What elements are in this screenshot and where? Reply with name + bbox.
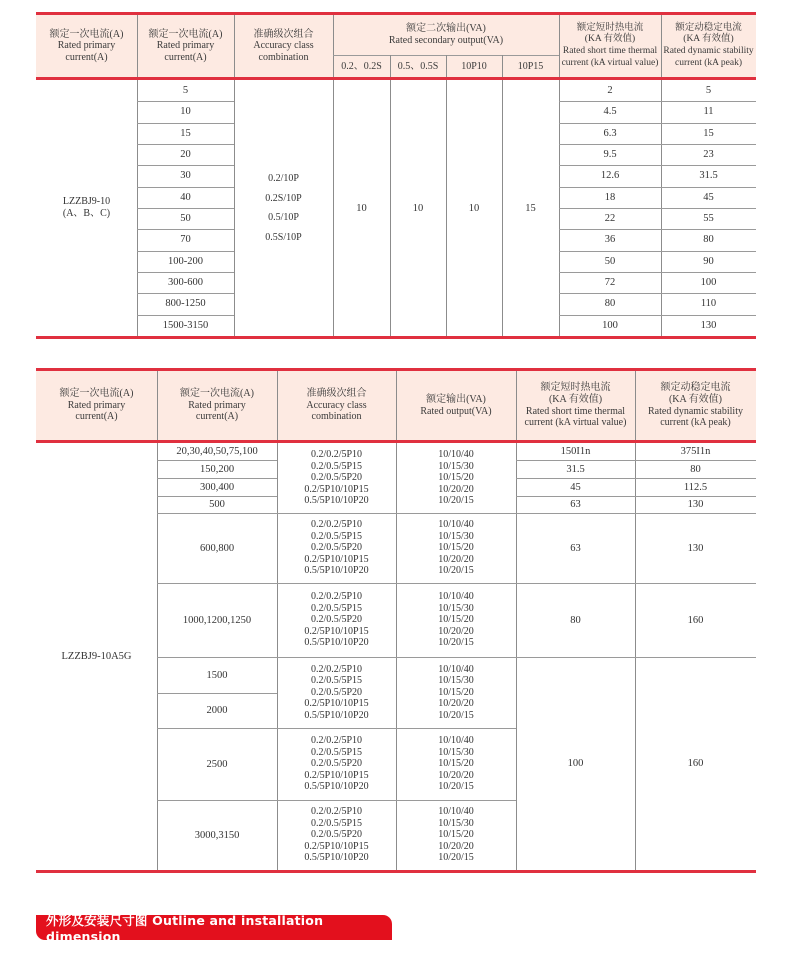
divider — [559, 187, 756, 188]
t1-row-dynamic: 11 — [703, 106, 714, 118]
t2-g2-current: 600,800 — [199, 542, 235, 554]
t1-output-10p15: 15 — [525, 202, 536, 214]
t2-model: LZZBJ9-10A5G — [61, 651, 132, 662]
t1-row-dynamic: 130 — [700, 319, 717, 331]
t1-row-dynamic: 15 — [703, 127, 714, 139]
t1-header-secondary-output: 额定二次输出(VA) Rated secondary output(VA) — [388, 23, 504, 46]
t2-g456-dynamic: 160 — [687, 758, 704, 769]
t2-g4-output: 10/10/40 10/15/30 10/15/20 10/20/20 10/20/15 — [438, 663, 474, 721]
divider — [277, 371, 278, 440]
t1-row-current: 40 — [180, 191, 191, 203]
t1-row-current: 5 — [182, 85, 189, 97]
t2-g2-output: 10/10/40 10/15/30 10/15/20 10/20/20 10/20/15 — [438, 519, 474, 577]
section-banner-outline-dimension: 外形及安装尺寸图 Outline and installation dimension — [36, 915, 392, 940]
t2-g1-current-3: 300,400 — [199, 481, 235, 493]
t1-row-current: 300-600 — [168, 277, 203, 289]
t2-g1-current-2: 150,200 — [199, 463, 235, 475]
t2-g3-dynamic: 160 — [687, 614, 704, 626]
divider — [137, 272, 234, 273]
t1-row-current: 10 — [180, 106, 191, 118]
t1-output-05: 10 — [412, 202, 424, 214]
t2-g1-current-4: 500 — [209, 499, 225, 510]
t1-row-current: 800-1250 — [165, 298, 206, 310]
t1-row-current: 20 — [180, 149, 191, 161]
divider — [559, 101, 756, 102]
spec-table-2 — [36, 368, 756, 874]
divider — [559, 165, 756, 166]
t2-header-rated-output: 额定输出(VA) Rated output(VA) — [420, 393, 492, 417]
t2-g456-thermal: 100 — [567, 758, 584, 769]
t1-header-sub-05: 0.5、0.5S — [397, 60, 439, 72]
t2-g4-current-1500: 1500 — [206, 669, 228, 681]
t1-row-thermal: 100 — [602, 319, 618, 331]
divider — [234, 15, 235, 77]
t1-row-thermal: 72 — [604, 277, 616, 289]
t2-header-dynamic-current: 额定动稳定电流 (KA 有效值) Rated dynamic stability current (kA peak) — [648, 382, 743, 429]
t1-row-thermal: 22 — [604, 213, 616, 225]
divider — [137, 144, 234, 145]
t1-header-sub-10p10: 10P10 — [461, 60, 487, 72]
t2-g6-accuracy: 0.2/0.2/5P10 0.2/0.5/5P15 0.2/0.5/5P20 0.2/5P10/10P15 0.5/5P10/10P20 — [304, 806, 369, 864]
divider — [446, 55, 447, 77]
divider — [396, 371, 397, 440]
divider — [333, 15, 334, 77]
t2-g2-thermal: 63 — [570, 542, 581, 554]
t2-g1-thermal-4: 63 — [570, 499, 581, 510]
t1-output-02: 10 — [356, 202, 367, 214]
divider — [137, 229, 234, 230]
divider — [559, 144, 756, 145]
t2-g3-accuracy: 0.2/0.2/5P10 0.2/0.5/5P15 0.2/0.5/5P20 0.2/5P10/10P15 0.5/5P10/10P20 — [304, 591, 369, 649]
t2-g1-accuracy: 0.2/0.2/5P10 0.2/0.5/5P15 0.2/0.5/5P20 0.2/5P10/10P15 0.5/5P10/10P20 — [304, 449, 369, 507]
t2-g6-output: 10/10/40 10/15/30 10/15/20 10/20/20 10/20/15 — [438, 806, 474, 864]
t2-g1-dynamic-4: 130 — [687, 499, 704, 510]
t1-header-dynamic-current: 额定动稳定电流 (KA 有效值) Rated dynamic stability current (kA peak) — [663, 22, 754, 68]
t1-row-thermal: 50 — [604, 255, 616, 267]
t1-row-dynamic: 45 — [703, 191, 714, 203]
t1-accuracy-combination: 0.2/10P 0.2S/10P 0.5/10P 0.5S/10P — [265, 173, 302, 243]
t1-header-primary-current-2: 额定一次电流(A) Rated primary current(A) — [148, 28, 223, 63]
divider — [137, 15, 138, 77]
t1-header-sub-02: 0.2、0.2S — [341, 60, 382, 72]
t2-g3-current: 1000,1200,1250 — [182, 614, 252, 626]
t2-g1-current-1: 20,30,40,50,75,100 — [176, 446, 258, 457]
t1-row-dynamic: 23 — [703, 149, 714, 161]
t2-g4-current-2000: 2000 — [206, 705, 228, 716]
t2-g1-thermal-3: 45 — [570, 481, 581, 493]
t1-row-thermal: 80 — [604, 298, 616, 310]
divider — [390, 55, 391, 77]
t2-header-accuracy-class: 准确级次组合 Accuracy class combination — [306, 388, 367, 423]
t1-row-dynamic: 80 — [703, 234, 714, 246]
t1-row-dynamic: 110 — [700, 298, 717, 310]
divider — [516, 371, 517, 440]
t1-row-current: 100-200 — [168, 255, 203, 267]
t1-row-thermal: 36 — [604, 234, 616, 246]
t2-g1-dynamic-1: 375I1n — [680, 446, 711, 457]
table1-bottom-rule — [36, 336, 756, 339]
t1-header-primary-current: 额定一次电流(A) Rated primary current(A) — [49, 28, 124, 63]
t2-header-primary-current: 额定一次电流(A) Rated primary current(A) — [59, 388, 134, 423]
t2-g5-current: 2500 — [206, 758, 228, 770]
t1-row-current: 15 — [180, 127, 191, 139]
t1-row-dynamic: 100 — [700, 277, 717, 289]
divider — [137, 123, 234, 124]
t1-row-current: 1500-3150 — [162, 319, 209, 331]
t1-header-sub-10p15: 10P15 — [517, 60, 544, 72]
t2-g4-accuracy: 0.2/0.2/5P10 0.2/0.5/5P15 0.2/0.5/5P20 0.2/5P10/10P15 0.5/5P10/10P20 — [304, 663, 369, 721]
t1-row-dynamic: 90 — [703, 255, 714, 267]
t2-g1-dynamic-3: 112.5 — [683, 481, 708, 493]
t1-row-dynamic: 55 — [703, 213, 714, 225]
t1-row-current: 70 — [180, 234, 191, 246]
t1-row-thermal: 2 — [607, 85, 613, 97]
t2-g1-thermal-1: 150I1n — [560, 446, 591, 457]
t2-g5-output: 10/10/40 10/15/30 10/15/20 10/20/20 10/20/15 — [438, 735, 474, 793]
divider — [137, 315, 234, 316]
table2-bottom-rule — [36, 870, 756, 873]
divider — [137, 101, 234, 102]
t1-row-current: 30 — [180, 170, 191, 182]
t1-output-10p10: 10 — [468, 202, 480, 214]
t1-row-thermal: 9.5 — [603, 149, 617, 161]
t1-row-thermal: 12.6 — [600, 170, 620, 182]
t2-g2-accuracy: 0.2/0.2/5P10 0.2/0.5/5P15 0.2/0.5/5P20 0.2/5P10/10P15 0.5/5P10/10P20 — [304, 519, 369, 577]
divider — [559, 293, 756, 294]
divider — [157, 371, 158, 440]
t2-g1-output: 10/10/40 10/15/30 10/15/20 10/20/20 10/20/15 — [438, 449, 474, 507]
divider — [559, 123, 756, 124]
t2-g1-thermal-2: 31.5 — [566, 463, 585, 475]
t2-g1-dynamic-2: 80 — [690, 463, 701, 475]
t1-row-dynamic: 31.5 — [699, 170, 718, 182]
t2-header-thermal-current: 额定短时热电流 (KA 有效值) Rated short time thermal current (kA virtual value) — [524, 382, 627, 429]
divider — [559, 251, 756, 252]
t2-g6-current: 3000,3150 — [194, 829, 240, 841]
divider — [502, 55, 503, 77]
t1-row-thermal: 4.5 — [603, 106, 617, 118]
t1-header-accuracy-class: 准确级次组合 Accuracy class combination — [253, 28, 314, 63]
divider — [137, 293, 234, 294]
divider — [137, 187, 234, 188]
t2-g2-dynamic: 130 — [687, 542, 704, 554]
divider — [559, 229, 756, 230]
t1-row-thermal: 18 — [604, 191, 616, 203]
t2-g5-accuracy: 0.2/0.2/5P10 0.2/0.5/5P15 0.2/0.5/5P20 0.2/5P10/10P15 0.5/5P10/10P20 — [304, 735, 369, 793]
divider — [559, 315, 756, 316]
t1-header-thermal-current: 额定短时热电流 (KA 有效值) Rated short time thermal current (kA virtual value) — [561, 22, 659, 68]
t1-row-thermal: 6.3 — [603, 127, 617, 139]
t1-model: LZZBJ9-10 (A、B、C) — [62, 196, 111, 219]
t2-g3-output: 10/10/40 10/15/30 10/15/20 10/20/20 10/20/15 — [438, 591, 474, 649]
t1-row-current: 50 — [180, 213, 191, 225]
t2-g3-thermal: 80 — [570, 614, 581, 626]
divider — [559, 272, 756, 273]
t2-header-primary-current-2: 额定一次电流(A) Rated primary current(A) — [180, 388, 254, 423]
divider — [635, 371, 636, 440]
divider — [559, 208, 756, 209]
t1-row-dynamic: 5 — [705, 85, 712, 97]
divider — [137, 251, 234, 252]
divider — [137, 208, 234, 209]
divider — [137, 165, 234, 166]
spec-table-1 — [36, 12, 756, 339]
divider — [559, 15, 560, 77]
divider — [661, 15, 662, 77]
